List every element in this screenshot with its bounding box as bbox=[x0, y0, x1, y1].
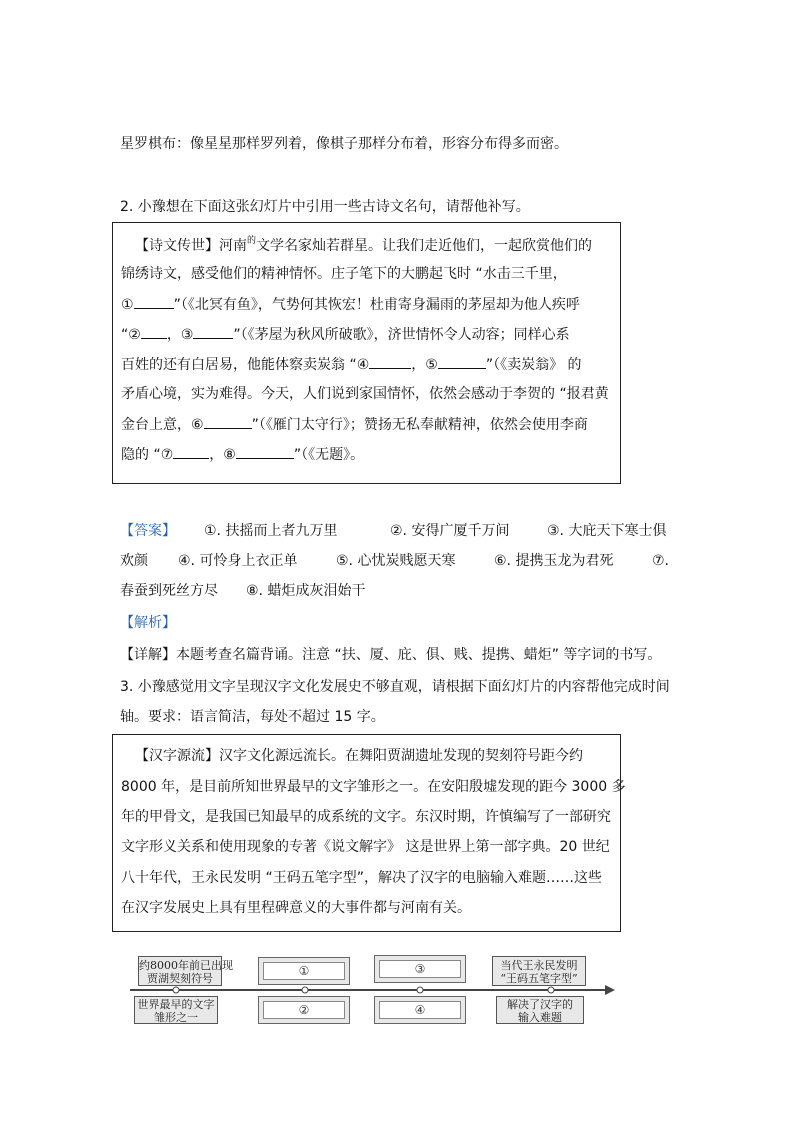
poetry-line-7: 金台上意，⑥ ”（《雁门太守行》；赞扬无私奉献精神，依然会使用李商 bbox=[121, 414, 588, 435]
question-2: 2. 小豫想在下面这张幻灯片中引用一些古诗文名句，请帮他补写。 bbox=[120, 199, 530, 215]
answer-1: ①. 扶摇而上者九万里 bbox=[204, 523, 338, 539]
answer-tag: 【答案】 bbox=[120, 523, 176, 539]
poetry-line-1: 【诗文传世】河南$^的$文学名家灿若群星。让我们走近他们，一起欣赏他们的 bbox=[135, 236, 593, 254]
poetry-line-3: ① ”（《北冥有鱼》，气势何其恢宏！杜甫寄身漏雨的茅屋却为他人疾呼 bbox=[121, 294, 580, 315]
answer-7-num: ⑦. bbox=[652, 553, 670, 569]
fill-blank[interactable] bbox=[438, 354, 486, 369]
timeline-slot-1[interactable]: ① bbox=[258, 957, 350, 985]
fill-blank[interactable] bbox=[204, 414, 252, 429]
hanzi-line-1: 【汉字源流】汉字文化源远流长。在舞阳贾湖遗址发现的契刻符号距今约 bbox=[135, 748, 583, 764]
fill-blank[interactable] bbox=[134, 294, 174, 309]
fill-blank[interactable] bbox=[173, 444, 209, 459]
hanzi-line-5: 八十年代，王永民发明 “王码五笔字型”，解决了汉字的电脑输入难题……这些 bbox=[121, 870, 602, 886]
blank-number: ⑧ bbox=[223, 447, 236, 463]
hanzi-line-6: 在汉字发展史上具有里程碑意义的大事件都与河南有关。 bbox=[121, 900, 471, 916]
blank-number: ⑤ bbox=[425, 357, 438, 373]
answer-3: ③. 大庇天下寒士俱 bbox=[547, 523, 667, 539]
answer-7: 春蚕到死丝方尽 bbox=[120, 583, 218, 599]
intro-line: 星罗棋布：像星星那样罗列着，像棋子那样分布着，形容分布得多而密。 bbox=[120, 136, 568, 152]
answer-8: ⑧. 蜡炬成灰泪始干 bbox=[246, 583, 366, 599]
blank-number: ④ bbox=[356, 357, 370, 373]
timeline-slot-3[interactable]: ③ bbox=[374, 955, 466, 983]
analysis-tag: 【解析】 bbox=[120, 615, 176, 631]
blank-number: ② bbox=[128, 327, 141, 343]
timeline-slot-2[interactable]: ② bbox=[258, 996, 350, 1024]
answer-2: ②. 安得广厦千万间 bbox=[390, 523, 510, 539]
blank-number: ① bbox=[121, 297, 134, 313]
hanzi-line-2: 8000 年，是目前所知世界最早的文字雏形之一。在安阳殷墟发现的距今 3000 多 bbox=[121, 779, 626, 795]
slide-tag: 【诗文传世】 bbox=[135, 238, 219, 254]
timeline-event-wubi: 当代王永民发明 “王码五笔字型” bbox=[492, 956, 586, 986]
blank-number: ⑥ bbox=[191, 417, 204, 433]
slide-box-poetry bbox=[112, 222, 621, 484]
slide-box-hanzi bbox=[112, 734, 626, 932]
detail-text: 【详解】本题考查名篇背诵。注意 “扶、厦、庇、俱、贱、提携、蜡炬” 等字词的书写。 bbox=[120, 647, 662, 663]
answer-6: ⑥. 提携玉龙为君死 bbox=[494, 553, 614, 569]
poetry-line-5: 百姓的还有白居易，他能体察卖炭翁 “④ ，⑤ ”（《卖炭翁》 的 bbox=[121, 354, 582, 375]
answer-3-cont: 欢颜 bbox=[120, 553, 148, 569]
blank-number: ③ bbox=[180, 327, 194, 343]
answer-5: ⑤. 心忧炭贱愿天寒 bbox=[336, 553, 456, 569]
fill-blank[interactable] bbox=[369, 354, 411, 369]
timeline-note-earliest: 世界最早的文字 雏形之一 bbox=[134, 996, 218, 1024]
answer-4: ④. 可怜身上衣正单 bbox=[178, 553, 298, 569]
fill-blank[interactable] bbox=[236, 444, 294, 459]
fill-blank[interactable] bbox=[193, 324, 233, 339]
timeline-slot-4[interactable]: ④ bbox=[374, 996, 466, 1024]
poetry-line-6: 矛盾心境，实为难得。今天，人们说到家国情怀，依然会感动于李贺的 “报君黄 bbox=[121, 386, 609, 402]
poetry-line-4: “② ，③ ”（《茅屋为秋风所破歌》，济世情怀令人动容；同样心系 bbox=[121, 324, 570, 345]
blank-number: ⑦ bbox=[160, 447, 174, 463]
poetry-line-8: 隐的 “⑦ ，⑧ ”（《无题》。 bbox=[121, 444, 364, 465]
question-3-line-2: 轴。要求：语言简洁，每处不超过 15 字。 bbox=[120, 709, 385, 725]
timeline-event-jiahu: 约8000年前已出现 贾湖契刻符号 bbox=[138, 956, 222, 986]
poetry-line-2: 锦绣诗文，感受他们的精神情怀。庄子笔下的大鹏起飞时 “水击三千里， bbox=[121, 266, 567, 282]
fill-blank[interactable] bbox=[141, 324, 167, 339]
hanzi-line-4: 文字形义关系和使用现象的专著《说文解字》 这是世界上第一部字典。20 世纪 bbox=[121, 839, 610, 855]
timeline bbox=[130, 950, 615, 1025]
timeline-note-input: 解决了汉字的 输入难题 bbox=[496, 996, 584, 1024]
hanzi-line-3: 年的甲骨文，是我国已知最早的成系统的文字。东汉时期，许慎编写了一部研究 bbox=[121, 809, 611, 825]
question-3-line-1: 3. 小豫感觉用文字呈现汉字文化发展史不够直观，请根据下面幻灯片的内容帮他完成时间 bbox=[120, 679, 670, 695]
